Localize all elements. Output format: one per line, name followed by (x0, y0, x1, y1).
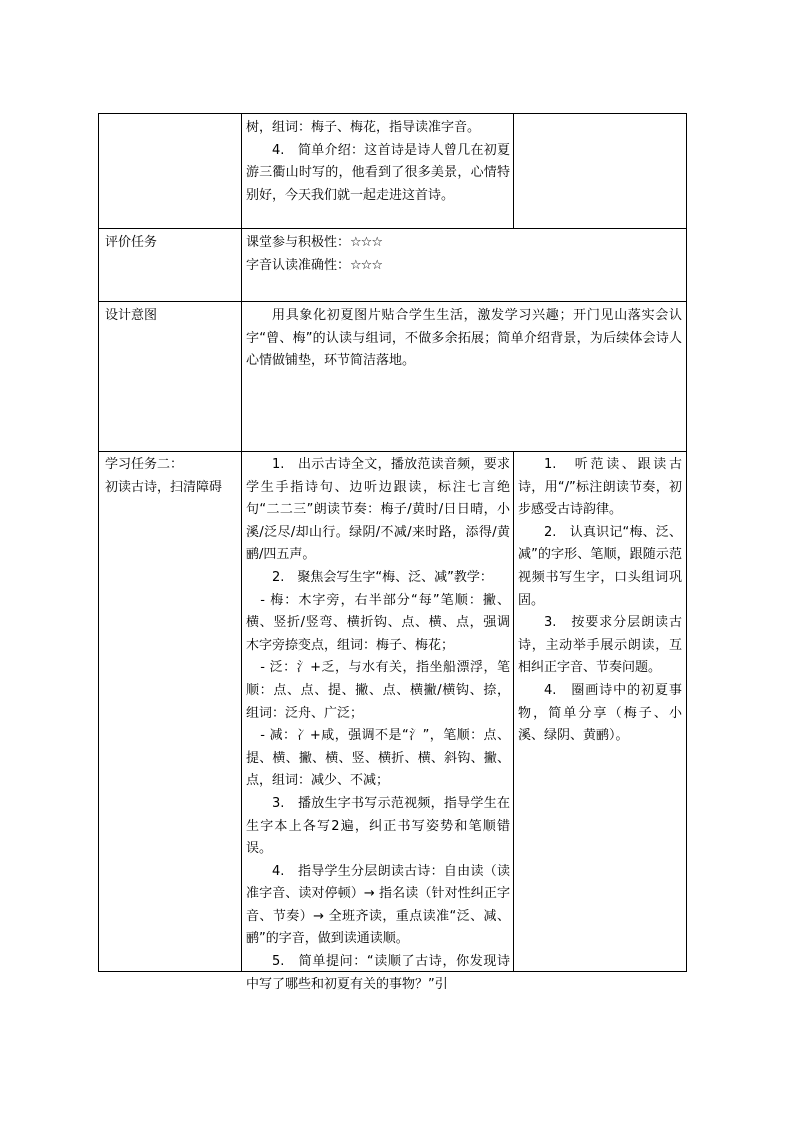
student-step: 3. 按要求分层朗读古诗，主动举手展示朗读，互相纠正字音、节奏问题。 (518, 615, 682, 676)
design-intent-text: 用具象化初夏图片贴合学生生活，激发学习兴趣；开门见山落实会认字“曾、梅”的认读与组词，不做多余拓展；简单介绍背景，为后续体会诗人心情做铺垫，环节简洁落地。 (246, 308, 682, 369)
character-note: - 减：冫+咸，强调不是“氵”，笔顺：点、提、横、撇、横、竖、横折、横、斜钩、撇、点，组词：减少、不减； (246, 728, 510, 789)
column-divider (241, 114, 242, 971)
row-divider (99, 228, 686, 229)
student-step: 4. 圈画诗中的初夏事物，简单分享（梅子、小溪、绿阴、黄鹂）。 (518, 682, 682, 744)
row2-content (246, 232, 676, 277)
row1-text-para: 4. 简单介绍：这首诗是诗人曾几在初夏游三衢山时写的，他看到了很多美景，心情特别好，今天我们就一起走进这首诗。 (246, 142, 510, 203)
row2-label: 评价任务 (105, 235, 158, 250)
student-step: 2. 认真识记“梅、泛、减”的字形、笔顺，跟随示范视频书写生字，口头组词巩固。 (518, 524, 682, 608)
star-rating-icon: ☆☆☆ (350, 235, 382, 250)
character-note: - 泛：氵+乏，与水有关，指坐船漂浮，笔顺：点、点、提、撇、点、横撇/横钩、捺，组词：泛舟、广泛； (246, 660, 510, 721)
teacher-step: 3. 播放生字书写示范视频，指导学生在生字本上各写2遍，纠正书写姿势和笔顺错误。 (246, 795, 510, 857)
column-divider (513, 451, 514, 971)
row4-teacher-cell (246, 454, 510, 996)
student-step: 1. 听范读、跟读古诗，用“/”标注朗读节奏，初步感受古诗韵律。 (518, 457, 682, 518)
task-subtitle: 初读古诗，扫清障碍 (105, 479, 223, 495)
star-rating-icon: ☆☆☆ (350, 257, 382, 273)
teacher-step: 4. 指导学生分层朗读古诗：自由读（读准字音、读对停顿）→ 指名读（针对性纠正字音、节奏）→ 全班齐读，重点读准“泛、减、鹂”的字音，做到读通读顺。 (246, 863, 510, 947)
row-divider (99, 451, 686, 452)
row4-label (99, 454, 241, 499)
row3-label: 设计意图 (105, 308, 158, 323)
task-title: 学习任务二： (105, 457, 184, 472)
row3-content (246, 305, 682, 373)
lesson-plan-table (98, 113, 687, 992)
row1-teacher-cell (246, 117, 510, 207)
teacher-step: 2. 聚焦会写生字“梅、泛、减”教学： (272, 569, 493, 585)
evaluation-item (246, 232, 676, 255)
row1-text-line: 树，组词：梅子、梅花，指导读准字音。 (246, 120, 481, 135)
evaluation-label: 字音认读准确性： (246, 257, 351, 273)
evaluation-label: 课堂参与积极性： (246, 235, 351, 250)
row4-student-cell (518, 454, 682, 748)
column-divider (513, 114, 514, 228)
evaluation-item (246, 255, 676, 278)
teacher-step: 5. 简单提问：“读顺了古诗，你发现诗中写了哪些和初夏有关的事物？”引 (246, 954, 510, 992)
character-note: - 梅：木字旁，右半部分“每”笔顺：撇、横、竖折/竖弯、横折钩、点、横、点，强调木字旁捺变点，组词：梅子、梅花； (246, 592, 510, 653)
row-divider (99, 301, 686, 302)
teacher-step: 1. 出示古诗全文，播放范读音频，要求学生手指诗句、边听边跟读，标注七言绝句“二二三”朗读节奏：梅子/黄时/日日晴，小溪/泛尽/却山行。绿阴/不减/来时路，添得/黄鹂/四五声。 (246, 457, 510, 563)
